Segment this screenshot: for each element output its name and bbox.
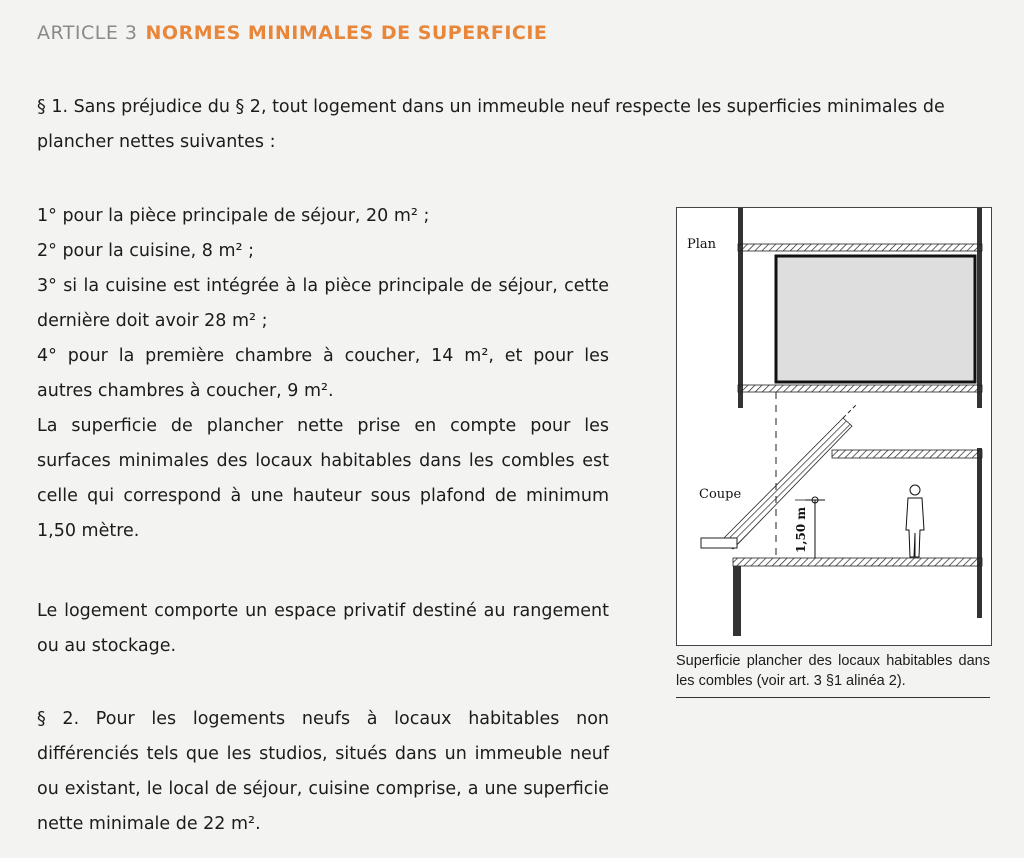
paragraph-1: § 1. Sans préjudice du § 2, tout logement dans un immeuble neuf respecte les superficies minimales de plancher nettes suivantes :	[37, 97, 945, 152]
paragraph-2: § 2. Pour les logements neufs à locaux habitables non différenciés tels que les studios, situés dans un immeuble neuf ou existant, le local de séjour, cuisine comprise, a une superficie nette minimale de 22 m².	[37, 709, 609, 834]
person-icon	[906, 485, 924, 557]
figure-caption: Superficie plancher des locaux habitables dans les combles (voir art. 3 §1 alinéa 2).	[676, 651, 990, 698]
article-number: ARTICLE 3	[37, 22, 138, 44]
list-item: 2° pour la cuisine, 8 m² ;	[37, 241, 255, 261]
list-item: 4° pour la première chambre à coucher, 14 m², et pour les autres chambres à coucher, 9 m².	[37, 346, 609, 401]
section-label: Coupe	[699, 487, 742, 502]
list-item: La superficie de plancher nette prise en compte pour les surfaces minimales des locaux habitables dans les combles est celle qui correspond à une hauteur sous plafond de minimum 1,50 mètre.	[37, 416, 609, 541]
list-item: 1° pour la pièce principale de séjour, 20 m² ;	[37, 206, 430, 226]
article-heading	[37, 22, 547, 44]
article-title: NORMES MINIMALES DE SUPERFICIE	[145, 22, 548, 44]
list-item: 3° si la cuisine est intégrée à la pièce principale de séjour, cette dernière doit avoir 28 m² ;	[37, 276, 609, 331]
height-dimension-label: 1,50 m	[794, 506, 808, 553]
plan-section-drawing	[677, 208, 991, 645]
habitable-area	[776, 256, 975, 382]
surface-list	[37, 199, 609, 549]
plan-label: Plan	[687, 237, 717, 252]
attic-section-figure	[676, 207, 992, 646]
paragraph-storage: Le logement comporte un espace privatif destiné au rangement ou au stockage.	[37, 601, 609, 656]
